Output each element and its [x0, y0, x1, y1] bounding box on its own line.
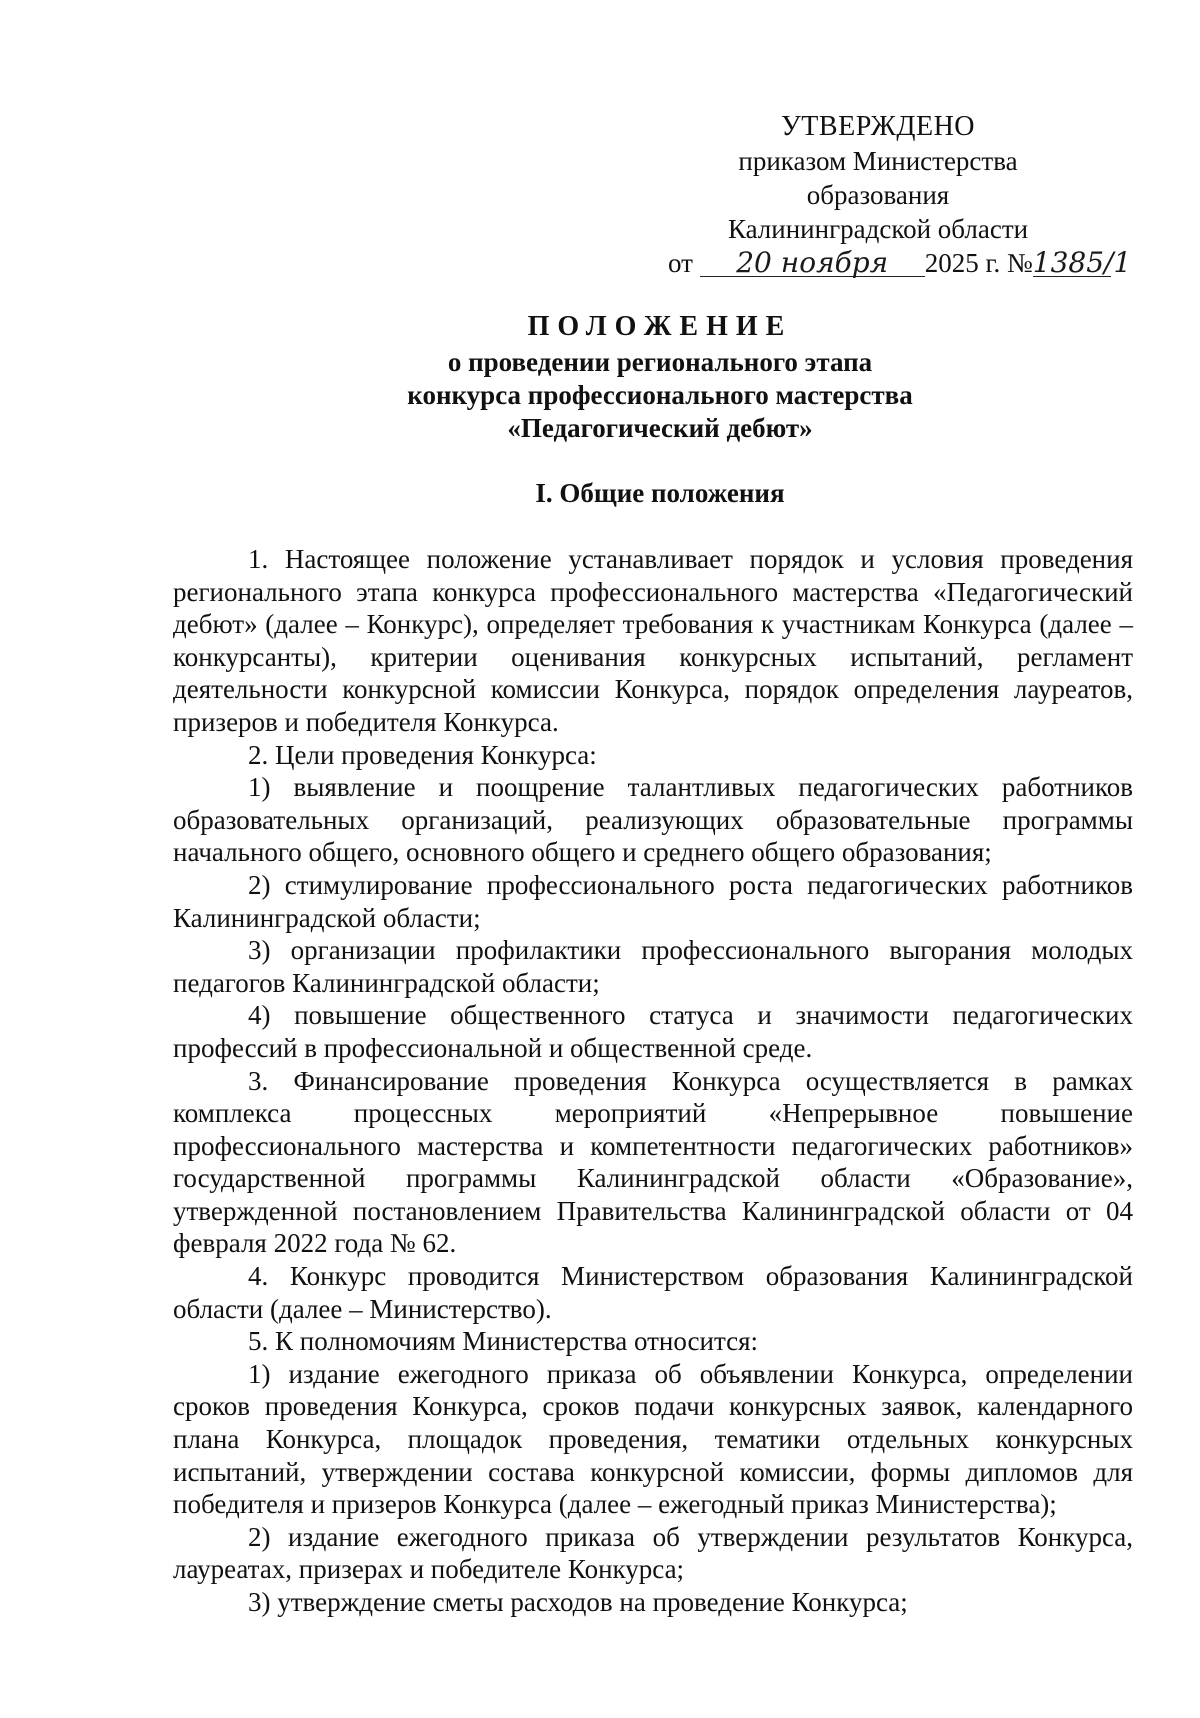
document-subtitle-line2: конкурса профессионального мастерства	[407, 380, 913, 410]
paragraph: 2) стимулирование профессионального роста педагогических работников Калининградской области;	[173, 869, 1133, 933]
year-and-number-label: 2025 г. №	[924, 248, 1033, 278]
paragraph: 2) издание ежегодного приказа об утверждении результатов Конкурса, лауреатах, призерах и победителе Конкурса;	[173, 1521, 1133, 1585]
paragraph: 1) издание ежегодного приказа об объявлении Конкурса, определении сроков проведения Конкурса, сроков подачи конкурсных заявок, календарного плана Конкурса, площадок проведения, тематики отдельных конкурсных испытаний, утверждении состава конкурсной комиссии, формы дипломов для победителя и призеров Конкурса (далее – ежегодный приказ Министерства);	[173, 1358, 1133, 1520]
paragraph: 1. Настоящее положение устанавливает порядок и условия проведения регионального этапа конкурса профессионального мастерства «Педагогический дебют» (далее – Конкурс), определяет требования к участникам Конкурса (далее – конкурсанты), критерии оценивания конкурсных испытаний, регламент деятельности конкурсной комиссии Конкурса, порядок определения лауреатов, призеров и победителя Конкурса.	[173, 544, 1133, 737]
paragraph: 4. Конкурс проводится Министерством образования Калининградской области (далее – Министерство).	[173, 1261, 1133, 1324]
document-title: ПОЛОЖЕНИЕ	[527, 311, 793, 342]
paragraph: 4) повышение общественного статуса и значимости педагогических профессий в профессиональной и общественной среде.	[173, 1000, 1133, 1063]
approval-date-number-line	[668, 246, 1132, 280]
paragraph: 3) организации профилактики профессионального выгорания молодых педагогов Калининградской области;	[173, 935, 1133, 998]
document-title-block	[0, 310, 1200, 445]
paragraph: 1) выявление и поощрение талантливых педагогических работников образовательных организаций, реализующих образовательные программы начального общего, основного общего и среднего общего образования;	[173, 772, 1133, 868]
handwritten-order-number: 1385/1	[1032, 246, 1132, 279]
paragraph: 3) утверждение сметы расходов на проведение Конкурса;	[248, 1587, 908, 1617]
document-subtitle-line3: «Педагогический дебют»	[507, 413, 813, 443]
handwritten-date: 20 ноября	[700, 250, 925, 277]
paragraph: 2. Цели проведения Конкурса:	[248, 739, 597, 770]
approval-stamp-block	[668, 110, 1132, 280]
date-prefix: от	[668, 248, 693, 278]
document-subtitle-line1: о проведении регионального этапа	[447, 347, 873, 377]
paragraph: 3. Финансирование проведения Конкурса осуществляется в рамках комплекса процессных мероприятий «Непрерывное повышение профессионального мастерства и компетентности педагогических работников» государственной программы Калининградской области «Образование», утвержденной постановлением Правительства Калининградской области от 04 февраля 2022 года № 62.	[173, 1065, 1133, 1259]
approved-label: УТВЕРЖДЕНО	[780, 111, 976, 142]
paragraph: 5. К полномочиям Министерства относится:	[248, 1326, 758, 1357]
document-body	[173, 543, 1133, 1619]
section-heading: I. Общие положения	[535, 478, 785, 508]
approval-order-line1: приказом Министерства образования	[738, 146, 1018, 210]
approval-order-line2: Калининградской области	[727, 214, 1029, 244]
